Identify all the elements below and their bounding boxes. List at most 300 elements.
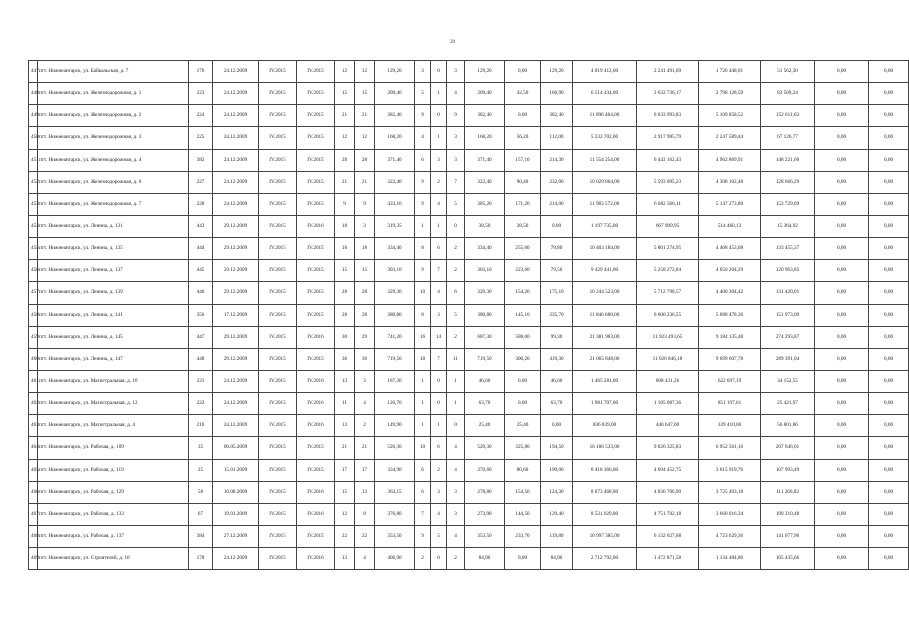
- cell-cost-total: 1 197 735,00: [573, 215, 637, 237]
- cell-cost-total: 6 514 434,00: [573, 83, 637, 105]
- cell-doc-number: 67: [189, 503, 213, 525]
- cell-row-number: 447: [29, 61, 38, 83]
- cell-residents-relocated: 21: [355, 105, 375, 127]
- cell-area-total: 329,30: [375, 282, 415, 304]
- cell-cost-total: 8 673 468,00: [573, 481, 637, 503]
- cell-rooms-total: 10: [415, 282, 431, 304]
- cell-plan-end: IV.2016: [297, 481, 335, 503]
- table-row: [29, 83, 909, 105]
- cell-address: пгт. Нижнеангарск, ул. Железнодорожная, д. 6: [38, 171, 189, 193]
- cell-cost-extra: 0,00: [815, 326, 869, 348]
- cell-doc-date: 29.12.2009: [213, 282, 259, 304]
- cell-area-municipal: 129,20: [541, 61, 573, 83]
- cell-rooms-private: 6: [431, 437, 447, 459]
- cell-residents-total: 12: [335, 503, 355, 525]
- cell-row-number: 464: [29, 437, 38, 459]
- cell-cost-local: 148 221,66: [761, 149, 815, 171]
- cell-residents-total: 13: [335, 548, 355, 570]
- cell-rooms-total: 18: [415, 348, 431, 370]
- cell-area-relocated: 129,20: [465, 61, 505, 83]
- cell-residents-total: 13: [335, 415, 355, 437]
- table-row: [29, 105, 909, 127]
- cell-rooms-total: 1: [415, 370, 431, 392]
- cell-area-private: 0,00: [505, 105, 541, 127]
- cell-cost-total: 9 429 441,00: [573, 260, 637, 282]
- cell-row-number: 466: [29, 481, 38, 503]
- cell-area-municipal: 175,10: [541, 282, 573, 304]
- cell-plan-end: IV.2015: [297, 304, 335, 326]
- cell-area-private: 0,00: [505, 548, 541, 570]
- cell-cost-total: 10 029 864,00: [573, 171, 637, 193]
- cell-area-relocated: 168,20: [465, 127, 505, 149]
- cell-plan-end: IV.2015: [297, 348, 335, 370]
- cell-cost-local: 120 963,85: [761, 260, 815, 282]
- cell-plan-start: IV.2015: [259, 171, 297, 193]
- cell-rooms-municipal: 4: [447, 525, 465, 547]
- cell-row-number: 448: [29, 83, 38, 105]
- cell-plan-start: IV.2015: [259, 548, 297, 570]
- cell-doc-date: 24.12.2009: [213, 105, 259, 127]
- cell-doc-date: 24.12.2009: [213, 61, 259, 83]
- table-row: [29, 215, 909, 237]
- cell-rooms-municipal: 2: [447, 238, 465, 260]
- cell-rooms-municipal: 1: [447, 370, 465, 392]
- cell-cost-fund: 667 909,95: [637, 215, 699, 237]
- cell-cost-total: 8 418 366,00: [573, 459, 637, 481]
- cell-area-private: 157,10: [505, 149, 541, 171]
- cell-plan-start: IV.2015: [259, 193, 297, 215]
- cell-rooms-private: 2: [431, 171, 447, 193]
- cell-rooms-municipal: 0: [447, 415, 465, 437]
- cell-cost-fund: 6 443 162,43: [637, 149, 699, 171]
- cell-residents-total: 21: [335, 171, 355, 193]
- cell-cost-region: 4 962 869,91: [699, 149, 761, 171]
- cell-doc-number: 448: [189, 348, 213, 370]
- cell-area-private: 154,20: [505, 282, 541, 304]
- cell-address: пгт. Нижнеангарск, ул. Ленина, д. 145: [38, 326, 189, 348]
- table-row: [29, 282, 909, 304]
- cell-row-number: 450: [29, 127, 38, 149]
- cell-area-total: 719,50: [375, 348, 415, 370]
- cell-address: пгт. Нижнеангарск, ул. Ленина, д. 147: [38, 348, 189, 370]
- cell-residents-relocated: 4: [355, 393, 375, 415]
- cell-residents-relocated: 17: [355, 459, 375, 481]
- cell-cost-fund: 2 917 985,79: [637, 127, 699, 149]
- cell-plan-start: IV.2015: [259, 525, 297, 547]
- cell-cost-extra: 0,00: [815, 260, 869, 282]
- cell-cost-extra: 0,00: [815, 171, 869, 193]
- cell-doc-date: 24.12.2009: [213, 193, 259, 215]
- cell-cost-other: 0,00: [869, 83, 909, 105]
- cell-cost-total: 2 712 792,00: [573, 548, 637, 570]
- cell-cost-fund: 6 633 993,83: [637, 105, 699, 127]
- cell-address: пгт. Нижнеангарск, ул. Рабочая, д. 137: [38, 525, 189, 547]
- cell-rooms-total: 2: [415, 548, 431, 570]
- cell-rooms-total: 9: [415, 105, 431, 127]
- cell-area-total: 319,35: [375, 215, 415, 237]
- cell-residents-relocated: 3: [355, 215, 375, 237]
- cell-cost-total: 11 554 254,00: [573, 149, 637, 171]
- cell-residents-relocated: 15: [355, 260, 375, 282]
- cell-area-private: 145,10: [505, 304, 541, 326]
- cell-plan-start: IV.2015: [259, 127, 297, 149]
- cell-address: пгт. Нижнеангарск, ул. Рабочая, д. 129: [38, 481, 189, 503]
- cell-cost-local: 51 562,30: [761, 61, 815, 83]
- cell-cost-fund: 11 026 846,18: [637, 348, 699, 370]
- cell-rooms-municipal: 3: [447, 61, 465, 83]
- cell-area-total: 371,40: [375, 149, 415, 171]
- cell-area-relocated: 329,30: [465, 282, 505, 304]
- cell-doc-number: 25: [189, 459, 213, 481]
- cell-area-private: 171,20: [505, 193, 541, 215]
- cell-rooms-municipal: 1: [447, 393, 465, 415]
- cell-area-private: 223,60: [505, 260, 541, 282]
- cell-cost-region: 4 723 629,36: [699, 525, 761, 547]
- cell-address: пгт. Нижнеангарск, ул. Ленина, д. 139: [38, 282, 189, 304]
- cell-residents-relocated: 4: [355, 548, 375, 570]
- cell-cost-extra: 0,00: [815, 437, 869, 459]
- cell-cost-fund: 6 132 627,68: [637, 525, 699, 547]
- cell-cost-fund: 5 593 095,23: [637, 171, 699, 193]
- cell-area-total: 187,30: [375, 370, 415, 392]
- cell-address: пгт. Нижнеангарск, ул. Рабочая, д. 109: [38, 437, 189, 459]
- table-row: [29, 459, 909, 481]
- cell-area-relocated: 520,30: [465, 437, 505, 459]
- cell-doc-date: 24.12.2009: [213, 393, 259, 415]
- cell-area-total: 406,90: [375, 548, 415, 570]
- cell-plan-start: IV.2015: [259, 370, 297, 392]
- cell-residents-relocated: 9: [355, 193, 375, 215]
- table-row: [29, 238, 909, 260]
- cell-doc-date: 29.12.2009: [213, 215, 259, 237]
- cell-cost-other: 0,00: [869, 193, 909, 215]
- cell-rooms-municipal: 3: [447, 503, 465, 525]
- cell-cost-other: 0,00: [869, 127, 909, 149]
- cell-cost-extra: 0,00: [815, 304, 869, 326]
- cell-cost-fund: 1 105 087,36: [637, 393, 699, 415]
- cell-area-relocated: 46,60: [465, 370, 505, 392]
- housing-registry-table: [28, 60, 909, 570]
- cell-rooms-private: 5: [431, 525, 447, 547]
- table-row: [29, 370, 909, 392]
- cell-cost-other: 0,00: [869, 393, 909, 415]
- cell-area-municipal: 129,40: [541, 503, 573, 525]
- cell-residents-total: 12: [335, 61, 355, 83]
- table-row: [29, 171, 909, 193]
- cell-area-total: 168,20: [375, 127, 415, 149]
- cell-rooms-municipal: 3: [447, 127, 465, 149]
- cell-rooms-municipal: 3: [447, 149, 465, 171]
- cell-rooms-total: 10: [415, 437, 431, 459]
- cell-address: пгт. Нижнеангарск, ул. Ленина, д. 131: [38, 215, 189, 237]
- cell-cost-total: 1 465 281,00: [573, 370, 637, 392]
- cell-cost-region: 9 699 607,78: [699, 348, 761, 370]
- cell-cost-other: 0,00: [869, 326, 909, 348]
- cell-doc-date: 06.05.2009: [213, 437, 259, 459]
- cell-rooms-private: 0: [431, 61, 447, 83]
- cell-area-relocated: 84,90: [465, 548, 505, 570]
- cell-cost-fund: 3 632 736,17: [637, 83, 699, 105]
- cell-plan-end: IV.2015: [297, 437, 335, 459]
- cell-doc-number: 447: [189, 326, 213, 348]
- cell-area-relocated: 382,40: [465, 105, 505, 127]
- cell-area-private: 154,50: [505, 481, 541, 503]
- cell-cost-other: 0,00: [869, 548, 909, 570]
- cell-rooms-total: 6: [415, 149, 431, 171]
- cell-doc-date: 15.01.2009: [213, 459, 259, 481]
- table-body: [29, 61, 909, 570]
- cell-rooms-private: 4: [431, 282, 447, 304]
- cell-rooms-private: 2: [431, 459, 447, 481]
- cell-rooms-private: 6: [431, 238, 447, 260]
- cell-cost-local: 131 420,01: [761, 282, 815, 304]
- cell-area-municipal: 190,00: [541, 459, 573, 481]
- cell-rooms-private: 4: [431, 193, 447, 215]
- cell-cost-fund: 5 258 272,84: [637, 260, 699, 282]
- cell-row-number: 462: [29, 393, 38, 415]
- cell-area-municipal: 235,70: [541, 304, 573, 326]
- cell-plan-end: IV.2015: [297, 525, 335, 547]
- cell-plan-start: IV.2015: [259, 348, 297, 370]
- cell-residents-relocated: 12: [355, 127, 375, 149]
- cell-cost-local: 111 266,02: [761, 481, 815, 503]
- cell-cost-local: 141 077,96: [761, 525, 815, 547]
- cell-area-total: 353,50: [375, 525, 415, 547]
- cell-cost-region: 5 088 478,36: [699, 304, 761, 326]
- cell-row-number: 453: [29, 193, 38, 215]
- cell-rooms-municipal: 6: [447, 282, 465, 304]
- table-row: [29, 304, 909, 326]
- cell-cost-fund: 4 694 452,75: [637, 459, 699, 481]
- cell-cost-extra: 0,00: [815, 503, 869, 525]
- cell-cost-fund: 1 472 871,58: [637, 548, 699, 570]
- cell-plan-end: IV.2015: [297, 105, 335, 127]
- cell-area-municipal: 63,70: [541, 393, 573, 415]
- cell-cost-extra: 0,00: [815, 481, 869, 503]
- cell-row-number: 451: [29, 149, 38, 171]
- cell-doc-number: 443: [189, 215, 213, 237]
- cell-doc-number: 382: [189, 149, 213, 171]
- cell-area-total: 380,80: [375, 304, 415, 326]
- cell-doc-number: 384: [189, 525, 213, 547]
- cell-plan-start: IV.2015: [259, 238, 297, 260]
- cell-area-municipal: 79,50: [541, 260, 573, 282]
- cell-residents-total: 30: [335, 326, 355, 348]
- cell-rooms-total: 3: [415, 61, 431, 83]
- cell-residents-total: 22: [335, 525, 355, 547]
- cell-cost-local: 107 993,49: [761, 459, 815, 481]
- cell-area-private: 300,20: [505, 348, 541, 370]
- cell-row-number: 455: [29, 238, 38, 260]
- cell-area-total: 129,20: [375, 61, 415, 83]
- cell-cost-local: 274 293,87: [761, 326, 815, 348]
- cell-doc-date: 10.08.2009: [213, 481, 259, 503]
- cell-area-private: 255,60: [505, 238, 541, 260]
- cell-cost-local: 56 801,86: [761, 415, 815, 437]
- cell-row-number: 456: [29, 260, 38, 282]
- cell-cost-region: 4 400 304,42: [699, 282, 761, 304]
- cell-plan-start: IV.2015: [259, 481, 297, 503]
- cell-area-municipal: 99,30: [541, 326, 573, 348]
- cell-rooms-private: 0: [431, 393, 447, 415]
- cell-doc-number: 356: [189, 304, 213, 326]
- cell-doc-date: 24.12.2009: [213, 415, 259, 437]
- cell-residents-total: 28: [335, 304, 355, 326]
- cell-cost-other: 0,00: [869, 415, 909, 437]
- cell-cost-local: 109 310,48: [761, 503, 815, 525]
- table-row: [29, 260, 909, 282]
- cell-area-relocated: 353,50: [465, 525, 505, 547]
- cell-doc-date: 29.12.2009: [213, 326, 259, 348]
- cell-cost-other: 0,00: [869, 370, 909, 392]
- cell-residents-total: 21: [335, 437, 355, 459]
- cell-row-number: 457: [29, 282, 38, 304]
- cell-row-number: 467: [29, 503, 38, 525]
- cell-rooms-private: 3: [431, 304, 447, 326]
- cell-residents-relocated: 22: [355, 525, 375, 547]
- cell-cost-extra: 0,00: [815, 525, 869, 547]
- table-row: [29, 437, 909, 459]
- cell-rooms-total: 1: [415, 215, 431, 237]
- cell-cost-other: 0,00: [869, 215, 909, 237]
- cell-doc-number: 225: [189, 127, 213, 149]
- cell-residents-total: 36: [335, 348, 355, 370]
- cell-cost-fund: 9 026 325,83: [637, 437, 699, 459]
- cell-area-municipal: 78,80: [541, 238, 573, 260]
- cell-cost-local: 15 364,92: [761, 215, 815, 237]
- cell-residents-relocated: 28: [355, 149, 375, 171]
- cell-address: пгт. Нижнеангарск, ул. Железнодорожная, д. 4: [38, 149, 189, 171]
- cell-cost-local: 207 646,01: [761, 437, 815, 459]
- cell-rooms-private: 7: [431, 348, 447, 370]
- cell-area-private: 0,00: [505, 370, 541, 392]
- cell-residents-total: 18: [335, 215, 355, 237]
- cell-doc-number: 35: [189, 437, 213, 459]
- cell-residents-total: 15: [335, 260, 355, 282]
- cell-residents-total: 9: [335, 193, 355, 215]
- cell-cost-local: 67 126,77: [761, 127, 815, 149]
- cell-cost-other: 0,00: [869, 481, 909, 503]
- cell-area-municipal: 0,00: [541, 415, 573, 437]
- cell-plan-end: IV.2015: [297, 149, 335, 171]
- cell-cost-extra: 0,00: [815, 415, 869, 437]
- cell-rooms-municipal: 7: [447, 171, 465, 193]
- cell-cost-total: 21 381 903,00: [573, 326, 637, 348]
- cell-cost-fund: 440 647,00: [637, 415, 699, 437]
- cell-area-relocated: 385,20: [465, 193, 505, 215]
- cell-area-total: 149,90: [375, 415, 415, 437]
- cell-area-relocated: 270,60: [465, 459, 505, 481]
- cell-residents-total: 11: [335, 393, 355, 415]
- cell-doc-date: 29.12.2009: [213, 238, 259, 260]
- cell-cost-extra: 0,00: [815, 238, 869, 260]
- cell-cost-local: 289 391,04: [761, 348, 815, 370]
- cell-area-private: 90,40: [505, 171, 541, 193]
- cell-plan-end: IV.2016: [297, 215, 335, 237]
- cell-residents-relocated: 29: [355, 326, 375, 348]
- cell-cost-fund: 2 241 491,69: [637, 61, 699, 83]
- cell-rooms-total: 7: [415, 503, 431, 525]
- cell-address: пгт. Нижнеангарск, ул. Ленина, д. 141: [38, 304, 189, 326]
- cell-doc-number: 224: [189, 105, 213, 127]
- cell-address: пгт. Нижнеангарск, ул. Ленина, д. 137: [38, 260, 189, 282]
- cell-row-number: 465: [29, 459, 38, 481]
- cell-area-private: 0,00: [505, 61, 541, 83]
- cell-area-municipal: 214,30: [541, 149, 573, 171]
- cell-cost-region: 4 050 204,29: [699, 260, 761, 282]
- cell-cost-total: 11 983 572,00: [573, 193, 637, 215]
- cell-cost-region: 5 147 273,80: [699, 193, 761, 215]
- cell-cost-local: 152 611,63: [761, 105, 815, 127]
- cell-rooms-total: 6: [415, 481, 431, 503]
- cell-cost-region: 622 697,19: [699, 370, 761, 392]
- cell-residents-total: 28: [335, 282, 355, 304]
- cell-plan-end: IV.2015: [297, 193, 335, 215]
- cell-cost-fund: 11 923 493,65: [637, 326, 699, 348]
- cell-residents-relocated: 21: [355, 171, 375, 193]
- cell-doc-number: 216: [189, 415, 213, 437]
- cell-area-relocated: 371,40: [465, 149, 505, 171]
- cell-row-number: 461: [29, 370, 38, 392]
- cell-doc-date: 24.12.2009: [213, 127, 259, 149]
- cell-residents-relocated: 28: [355, 282, 375, 304]
- cell-rooms-private: 4: [431, 503, 447, 525]
- cell-plan-start: IV.2015: [259, 503, 297, 525]
- cell-plan-start: IV.2015: [259, 149, 297, 171]
- cell-cost-other: 0,00: [869, 304, 909, 326]
- table-row: [29, 193, 909, 215]
- cell-doc-number: 178: [189, 548, 213, 570]
- cell-area-private: 25,40: [505, 415, 541, 437]
- cell-area-private: 38,50: [505, 215, 541, 237]
- cell-cost-extra: 0,00: [815, 548, 869, 570]
- cell-plan-end: IV.2016: [297, 415, 335, 437]
- cell-row-number: 452: [29, 171, 38, 193]
- cell-area-relocated: 322,40: [465, 171, 505, 193]
- table-row: [29, 149, 909, 171]
- cell-cost-fund: 6 682 566,11: [637, 193, 699, 215]
- cell-doc-number: 222: [189, 393, 213, 415]
- cell-area-relocated: 209,40: [465, 83, 505, 105]
- cell-cost-local: 25 421,97: [761, 393, 815, 415]
- cell-plan-start: IV.2015: [259, 282, 297, 304]
- cell-plan-end: IV.2015: [297, 282, 335, 304]
- cell-residents-total: 18: [335, 238, 355, 260]
- cell-rooms-total: 5: [415, 83, 431, 105]
- cell-area-total: 322,40: [375, 171, 415, 193]
- cell-plan-start: IV.2015: [259, 304, 297, 326]
- cell-doc-number: 228: [189, 193, 213, 215]
- cell-cost-region: 3 725 493,18: [699, 481, 761, 503]
- cell-area-total: 376,80: [375, 503, 415, 525]
- cell-address: пгт. Нижнеангарск, ул. Магистральная, д. 4: [38, 415, 189, 437]
- cell-plan-start: IV.2015: [259, 83, 297, 105]
- cell-cost-other: 0,00: [869, 282, 909, 304]
- cell-cost-region: 1 134 484,80: [699, 548, 761, 570]
- cell-area-municipal: 166,90: [541, 83, 573, 105]
- cell-address: пгт. Нижнеангарск, ул. Рабочая, д. 119: [38, 459, 189, 481]
- cell-rooms-total: 6: [415, 459, 431, 481]
- table-row: [29, 548, 909, 570]
- cell-residents-relocated: 3: [355, 370, 375, 392]
- cell-area-total: 334,40: [375, 238, 415, 260]
- cell-residents-relocated: 12: [355, 61, 375, 83]
- cell-cost-region: 5 109 858,52: [699, 105, 761, 127]
- cell-plan-end: IV.2015: [297, 127, 335, 149]
- cell-cost-extra: 0,00: [815, 61, 869, 83]
- cell-area-total: 303,10: [375, 260, 415, 282]
- cell-cost-extra: 0,00: [815, 282, 869, 304]
